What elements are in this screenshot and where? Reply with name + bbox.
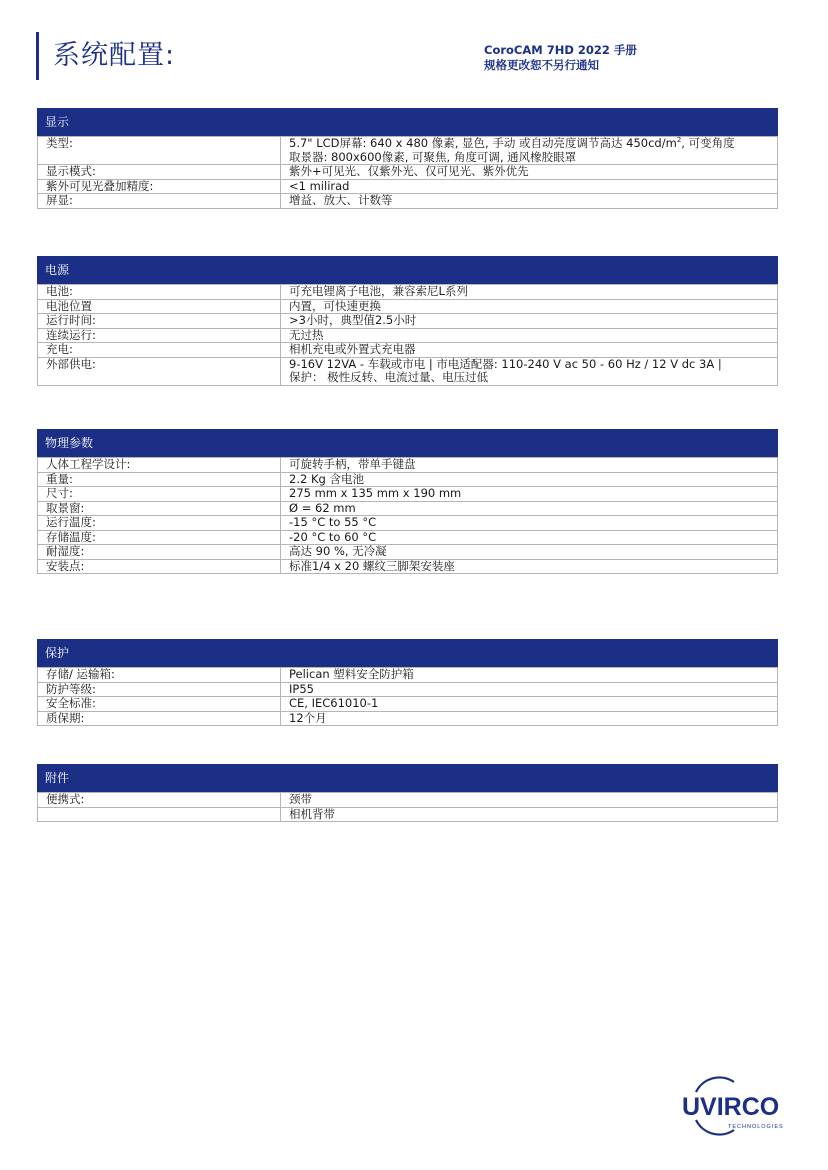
spec-label: 人体工程学设计: — [38, 458, 281, 473]
section-header: 物理参数 — [37, 429, 778, 457]
spec-value-line: Pelican 塑料安全防护箱 — [289, 667, 414, 681]
spec-label — [38, 807, 281, 822]
spec-label: 运行时间: — [38, 314, 281, 329]
spec-row — [38, 343, 778, 358]
spec-row — [38, 793, 778, 808]
spec-value-line: >3小时，典型值2.5小时 — [289, 313, 417, 327]
spec-value — [281, 179, 778, 194]
spec-label: 紫外可见光叠加精度: — [38, 179, 281, 194]
spec-row — [38, 487, 778, 502]
section-power — [37, 256, 778, 386]
spec-value — [281, 285, 778, 300]
spec-row — [38, 516, 778, 531]
spec-label: 充电: — [38, 343, 281, 358]
spec-value — [281, 530, 778, 545]
spec-value — [281, 194, 778, 209]
spec-row — [38, 299, 778, 314]
spec-label: 尺寸: — [38, 487, 281, 502]
spec-label: 存储/ 运输箱: — [38, 668, 281, 683]
spec-value — [281, 711, 778, 726]
spec-label: 取景窗: — [38, 501, 281, 516]
section-protection — [37, 639, 778, 726]
spec-value — [281, 559, 778, 574]
logo-tagline: TECHNOLOGIES — [728, 1124, 784, 1130]
spec-value — [281, 472, 778, 487]
spec-value-line: 可充电锂离子电池，兼容索尼L系列 — [289, 284, 468, 298]
spec-value-line: IP55 — [289, 681, 314, 696]
spec-row — [38, 711, 778, 726]
spec-table — [37, 792, 778, 822]
spec-row — [38, 137, 778, 165]
spec-row — [38, 179, 778, 194]
spec-value-line: 相机充电或外置式充电器 — [289, 342, 416, 356]
spec-table — [37, 284, 778, 386]
spec-value — [281, 357, 778, 385]
spec-value — [281, 487, 778, 502]
spec-value-line: 9-16V 12VA - 车载或市电 | 市电适配器: 110-240 V ac 50 - 60 Hz / 12 V dc 3A | — [289, 356, 722, 371]
spec-value — [281, 328, 778, 343]
spec-value-text: 5.7" LCD屏幕: 640 x 480 像素, 显色, 手动 或自动亮度调节高达 450cd/m — [289, 136, 677, 150]
spec-value-line: 增益、放大、计数等 — [289, 193, 393, 207]
spec-row — [38, 545, 778, 560]
spec-row — [38, 807, 778, 822]
spec-value — [281, 137, 778, 165]
spec-row — [38, 357, 778, 385]
spec-value — [281, 516, 778, 531]
spec-value-line: <1 milirad — [289, 178, 350, 193]
spec-row — [38, 458, 778, 473]
spec-row — [38, 501, 778, 516]
spec-value-line: 2.2 Kg 含电池 — [289, 471, 364, 486]
unit-superscript: 2 — [676, 136, 682, 145]
spec-label: 电池: — [38, 285, 281, 300]
spec-table — [37, 457, 778, 574]
spec-value — [281, 299, 778, 314]
spec-value-line: 12个月 — [289, 710, 327, 725]
spec-label: 类型: — [38, 137, 281, 165]
spec-change-notice: 规格更改恕不另行通知 — [484, 58, 599, 72]
logo-wordmark: UVIRCO — [682, 1093, 780, 1121]
spec-value — [281, 668, 778, 683]
spec-label: 安全标准: — [38, 697, 281, 712]
spec-row — [38, 530, 778, 545]
spec-value — [281, 165, 778, 180]
spec-value-line: 高达 90 %, 无冷凝 — [289, 544, 387, 558]
spec-value — [281, 545, 778, 560]
spec-row — [38, 668, 778, 683]
spec-value-line: 紫外+可见光、仅紫外光、仅可见光、紫外优先 — [289, 164, 529, 178]
page-title-block — [36, 32, 175, 80]
spec-row — [38, 559, 778, 574]
section-physical — [37, 429, 778, 574]
spec-value — [281, 314, 778, 329]
spec-label: 耐湿度: — [38, 545, 281, 560]
uvirco-logo — [678, 1076, 790, 1136]
spec-value-line: 取景器: 800x600像素, 可聚焦, 角度可调, 通风橡胶眼罩 — [289, 149, 577, 164]
section-header: 显示 — [37, 108, 778, 136]
spec-label: 连续运行: — [38, 328, 281, 343]
spec-row — [38, 285, 778, 300]
spec-value-line: CE, IEC61010-1 — [289, 696, 379, 710]
spec-value-line: 相机背带 — [289, 806, 335, 821]
spec-table — [37, 667, 778, 726]
spec-value — [281, 458, 778, 473]
spec-row — [38, 328, 778, 343]
spec-label: 防护等级: — [38, 682, 281, 697]
spec-label: 电池位置 — [38, 299, 281, 314]
spec-label: 显示模式: — [38, 165, 281, 180]
spec-value-line: 内置，可快速更换 — [289, 298, 381, 313]
spec-value — [281, 807, 778, 822]
spec-value-line — [289, 137, 769, 151]
spec-row — [38, 682, 778, 697]
spec-row — [38, 697, 778, 712]
section-header: 电源 — [37, 256, 778, 284]
spec-value — [281, 343, 778, 358]
spec-value-line: Ø = 62 mm — [289, 500, 356, 515]
document-meta — [484, 43, 637, 73]
spec-value-line: 可旋转手柄，带单手键盘 — [289, 457, 416, 471]
spec-label: 外部供电: — [38, 357, 281, 385]
spec-value-suffix: , 可变角度 — [681, 136, 735, 150]
spec-label: 存储温度: — [38, 530, 281, 545]
spec-label: 便携式: — [38, 793, 281, 808]
spec-row — [38, 165, 778, 180]
section-accessories — [37, 764, 778, 822]
spec-label: 安装点: — [38, 559, 281, 574]
page-title: 系统配置: — [53, 40, 176, 71]
spec-value — [281, 793, 778, 808]
section-header: 附件 — [37, 764, 778, 792]
section-header: 保护 — [37, 639, 778, 667]
spec-label: 运行温度: — [38, 516, 281, 531]
spec-row — [38, 194, 778, 209]
spec-value-line: 无过热 — [289, 327, 324, 342]
spec-value-line: 保护： 极性反转、电流过量、电压过低 — [289, 370, 489, 384]
spec-value-line: 标准1/4 x 20 螺纹三脚架安装座 — [289, 558, 455, 573]
spec-value — [281, 682, 778, 697]
spec-value-line: -20 °C to 60 °C — [289, 529, 377, 544]
spec-value — [281, 501, 778, 516]
spec-label: 重量: — [38, 472, 281, 487]
spec-value-line: 275 mm x 135 mm x 190 mm — [289, 486, 462, 500]
spec-value-line: 颈带 — [289, 792, 312, 806]
section-display — [37, 108, 778, 209]
spec-label: 屏显: — [38, 194, 281, 209]
spec-row — [38, 472, 778, 487]
spec-label: 质保期: — [38, 711, 281, 726]
spec-table — [37, 136, 778, 209]
product-manual-label: CoroCAM 7HD 2022 手册 — [484, 43, 637, 57]
spec-row — [38, 314, 778, 329]
spec-value-line: -15 °C to 55 °C — [289, 515, 377, 529]
spec-value — [281, 697, 778, 712]
